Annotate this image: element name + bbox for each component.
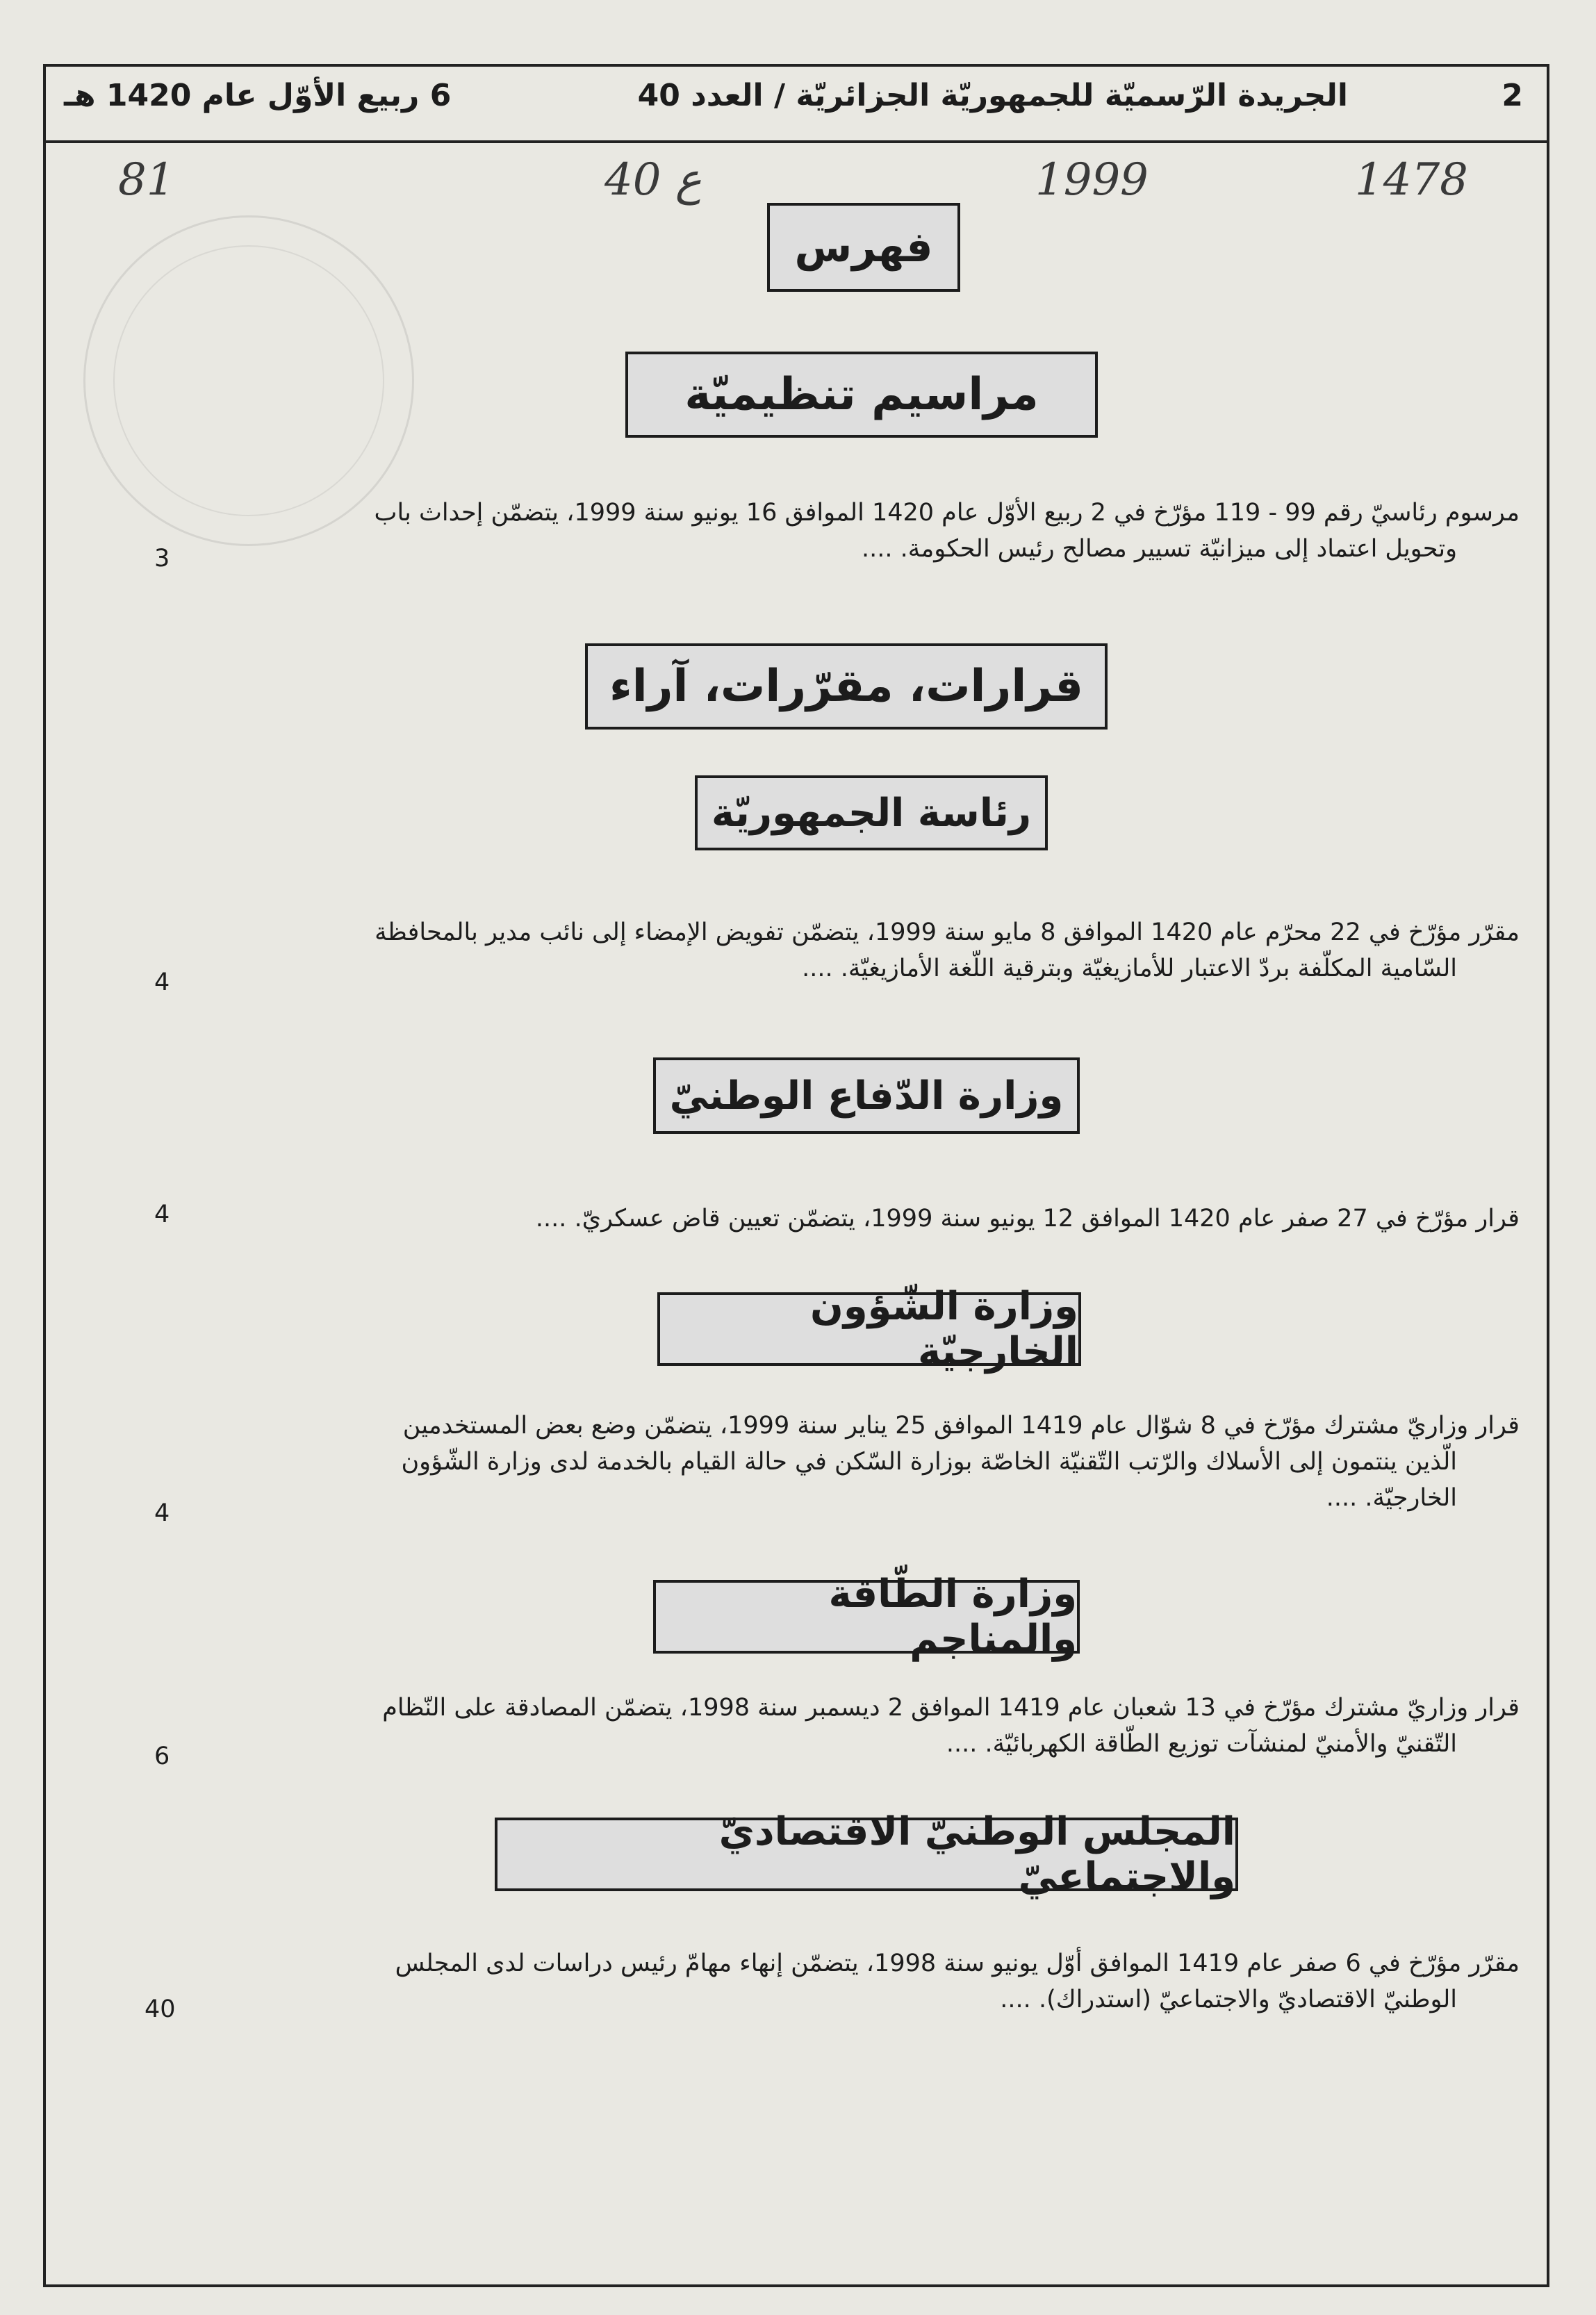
entry-text: الخارجيّة. bbox=[1365, 1484, 1457, 1512]
leader-dots: .... bbox=[1326, 1484, 1358, 1512]
leader-dots: .... bbox=[535, 1205, 567, 1233]
heading-foreign-affairs-ministry: وزارة الشّؤون الخارجيّة bbox=[657, 1292, 1081, 1366]
heading-defense-ministry: وزارة الدّفاع الوطنيّ bbox=[653, 1057, 1080, 1134]
leader-dots: .... bbox=[946, 1730, 978, 1758]
entry-line: قرار وزاريّ مشترك مؤرّخ في 13 شعبان عام 1419 الموافق 2 ديسمبر سنة 1998، يتضمّن المصادقة على النّظام bbox=[382, 1694, 1520, 1722]
page-ref: 4 bbox=[154, 969, 170, 996]
issue-date: 6 ربيع الأوّل عام 1420 هـ bbox=[64, 78, 452, 113]
heading-energy-ministry: وزارة الطّاقة والمناجم bbox=[653, 1580, 1080, 1654]
leader-dots: .... bbox=[1000, 1986, 1031, 2013]
entry-line bbox=[67, 1982, 1520, 2018]
entry-line bbox=[67, 1726, 1520, 1762]
entry-foreign-affairs-decision bbox=[67, 1408, 1520, 1516]
entry-text: قرار مؤرّخ في 27 صفر عام 1420 الموافق 12 يونيو سنة 1999، يتضمّن تعيين قاض عسكريّ. bbox=[574, 1205, 1520, 1233]
page-number: 2 bbox=[1502, 78, 1523, 113]
leader-dots: .... bbox=[802, 955, 833, 982]
leader-dots: .... bbox=[862, 535, 893, 563]
heading-presidency: رئاسة الجمهوريّة bbox=[695, 775, 1048, 850]
page-ref: 6 bbox=[154, 1743, 170, 1770]
page-ref: 40 bbox=[145, 1995, 176, 2023]
page-header bbox=[43, 64, 1549, 143]
entry-text: السّامية المكلّفة بردّ الاعتبار للأمازيغيّة وبترقية اللّغة الأمازيغيّة. bbox=[840, 955, 1457, 982]
page-ref: 4 bbox=[154, 1499, 170, 1527]
page-ref: 3 bbox=[154, 545, 170, 572]
heading-economic-social-council: المجلس الوطنيّ الاقتصاديّ والاجتماعيّ bbox=[495, 1818, 1238, 1891]
heading-regulatory-decrees: مراسيم تنظيميّة bbox=[625, 352, 1098, 438]
heading-decisions: قرارات، مقرّرات، آراء bbox=[585, 643, 1108, 730]
entry-presidential-decree bbox=[67, 495, 1520, 567]
entry-line: مرسوم رئاسيّ رقم 99 - 119 مؤرّخ في 2 ربيع الأوّل عام 1420 الموافق 16 يونيو سنة 1999، يتضمّن إحداث باب bbox=[374, 499, 1520, 527]
entry-presidency-decision bbox=[67, 914, 1520, 987]
handwritten-note-left: 81 bbox=[118, 154, 175, 206]
entry-line: مقرّر مؤرّخ في 6 صفر عام 1419 الموافق أوّل يونيو سنة 1998، يتضمّن إنهاء مهامّ رئيس دراسات لدى المجلس bbox=[395, 1950, 1520, 1977]
page-ref: 4 bbox=[154, 1201, 170, 1228]
entry-line bbox=[67, 1480, 1520, 1516]
entry-line bbox=[67, 950, 1520, 987]
entry-text: الوطنيّ الاقتصاديّ والاجتماعيّ (استدراك). bbox=[1038, 1986, 1457, 2013]
entry-line: مقرّر مؤرّخ في 22 محرّم عام 1420 الموافق 8 مايو سنة 1999، يتضمّن تفويض الإمضاء إلى نائب مدير بالمحافظة bbox=[375, 918, 1520, 946]
entry-defense-decision bbox=[67, 1201, 1520, 1237]
handwritten-note-right: 1478 bbox=[1355, 154, 1468, 206]
entry-line: قرار وزاريّ مشترك مؤرّخ في 8 شوّال عام 1419 الموافق 25 يناير سنة 1999، يتضمّن وضع بعض المستخدمين bbox=[402, 1412, 1520, 1440]
entry-energy-decision bbox=[67, 1690, 1520, 1762]
index-title: فهرس bbox=[767, 203, 960, 292]
journal-title: الجريدة الرّسميّة للجمهوريّة الجزائريّة / العدد 40 bbox=[637, 78, 1348, 113]
entry-line bbox=[67, 1201, 1520, 1237]
entry-line bbox=[67, 531, 1520, 567]
handwritten-year: 1999 bbox=[1035, 154, 1149, 206]
entry-council-decision bbox=[67, 1945, 1520, 2018]
entry-line: الّذين ينتمون إلى الأسلاك والرّتب التّقنيّة الخاصّة بوزارة السّكن في حالة القيام بالخدمة لدى وزارة الشّؤون bbox=[401, 1448, 1457, 1476]
handwritten-issue-number: ع 40 bbox=[604, 154, 702, 206]
entry-text: وتحويل اعتماد إلى ميزانيّة تسيير مصالح رئيس الحكومة. bbox=[900, 535, 1457, 563]
entry-text: التّقنيّ والأمنيّ لمنشآت توزيع الطّاقة الكهربائيّة. bbox=[985, 1730, 1457, 1758]
